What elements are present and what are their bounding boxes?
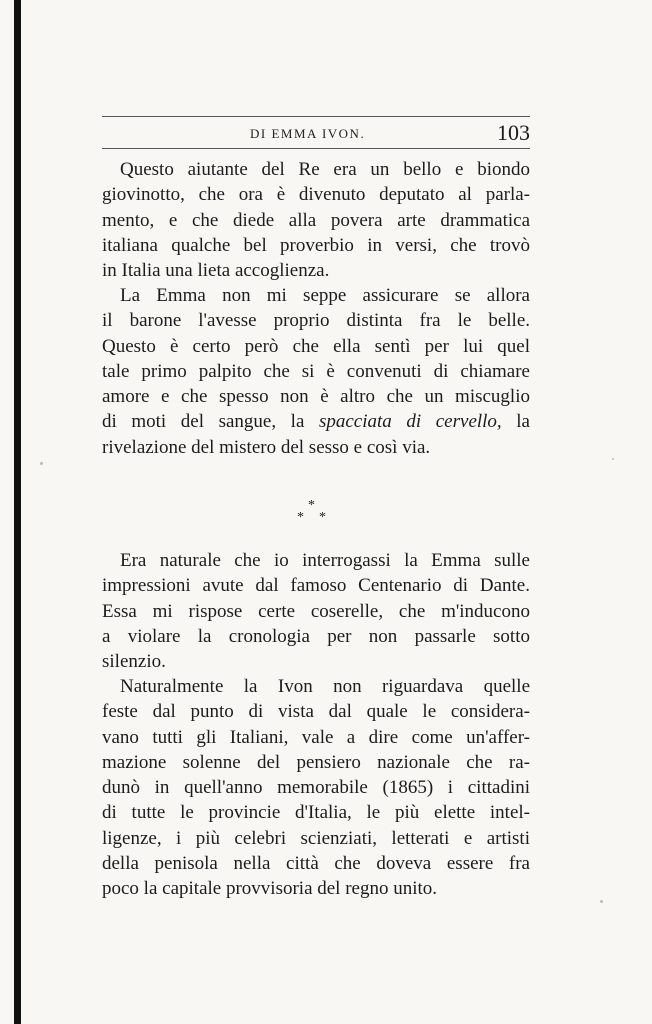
text-line: di tutte le provincie d'Italia, le più elette intel-: [102, 802, 530, 824]
text-line: Era naturale che io interrogassi la Emma sulle: [120, 550, 530, 571]
text-line: amore e che spesso non è altro che un miscuglio: [102, 386, 530, 408]
text-line-mixed: [102, 409, 530, 434]
paragraph-4: [102, 674, 530, 902]
text-line: Questo è certo però che ella sentì per lui quel: [102, 335, 530, 357]
paper-speck: [612, 458, 614, 460]
paragraph-3: [102, 548, 530, 674]
text-line: Questo aiutante del Re era un bello e biondo: [120, 159, 530, 180]
text-line: Essa mi rispose certe coserelle, che m'inducono: [102, 600, 530, 622]
text-line: tale primo palpito che si è convenuti di chiamare: [102, 360, 530, 382]
text-segment: la: [501, 411, 530, 433]
asterisk-glyph: *: [308, 498, 315, 513]
text-line: il barone l'avesse proprio distinta fra le belle.: [102, 310, 530, 332]
text-line: ligenze, i più celebri scienziati, letterati e artisti: [102, 827, 530, 849]
text-line: Naturalmente la Ivon non riguardava quelle: [120, 676, 530, 697]
text-line: rivelazione del mistero del sesso e così via.: [102, 436, 431, 458]
text-segment: di moti del sangue, la: [102, 411, 319, 433]
asterisk-glyph: *: [297, 510, 304, 525]
text-line: impressioni avute dal famoso Centenario di Dante.: [102, 575, 530, 597]
page-header: [102, 116, 530, 152]
text-line: La Emma non mi seppe assicurare se allora: [120, 285, 530, 306]
text-line: giovinotto, che ora è divenuto deputato al parla-: [102, 184, 530, 206]
paragraph-1: [102, 157, 530, 283]
text-line: feste dal punto di vista dal quale le considera-: [102, 701, 530, 723]
text-line: silenzio.: [102, 651, 166, 673]
text-line: italiana qualche bel proverbio in versi, che trovò: [102, 234, 530, 256]
text-line: in Italia una lieta accoglienza.: [102, 260, 330, 282]
section-break-asterism: [290, 498, 340, 528]
page-number: 103: [497, 120, 530, 145]
text-line: vano tutti gli Italiani, vale a dire come un'affer-: [102, 726, 530, 748]
text-line: mazione solenne del pensiero nazionale che ra-: [102, 751, 530, 773]
asterisk-glyph: *: [319, 510, 326, 525]
text-line: della penisola nella città che doveva essere fra: [102, 853, 530, 875]
binding-edge: [14, 0, 21, 1024]
italic-phrase: spacciata di cervello,: [318, 411, 502, 433]
paper-speck: [40, 462, 43, 465]
text-line: mento, e che diede alla povera arte drammatica: [102, 209, 530, 231]
header-rule-top: [102, 116, 530, 117]
text-line: poco la capitale provvisoria del regno unito.: [102, 878, 438, 900]
text-line: a violare la cronologia per non passarle sotto: [102, 625, 530, 647]
running-head: DI EMMA IVON.: [250, 126, 366, 141]
paper-speck: [600, 900, 603, 903]
text-line: dunò in quell'anno memorabile (1865) i cittadini: [102, 777, 530, 799]
header-rule-bottom: [102, 148, 530, 149]
paragraph-2: [102, 283, 530, 460]
